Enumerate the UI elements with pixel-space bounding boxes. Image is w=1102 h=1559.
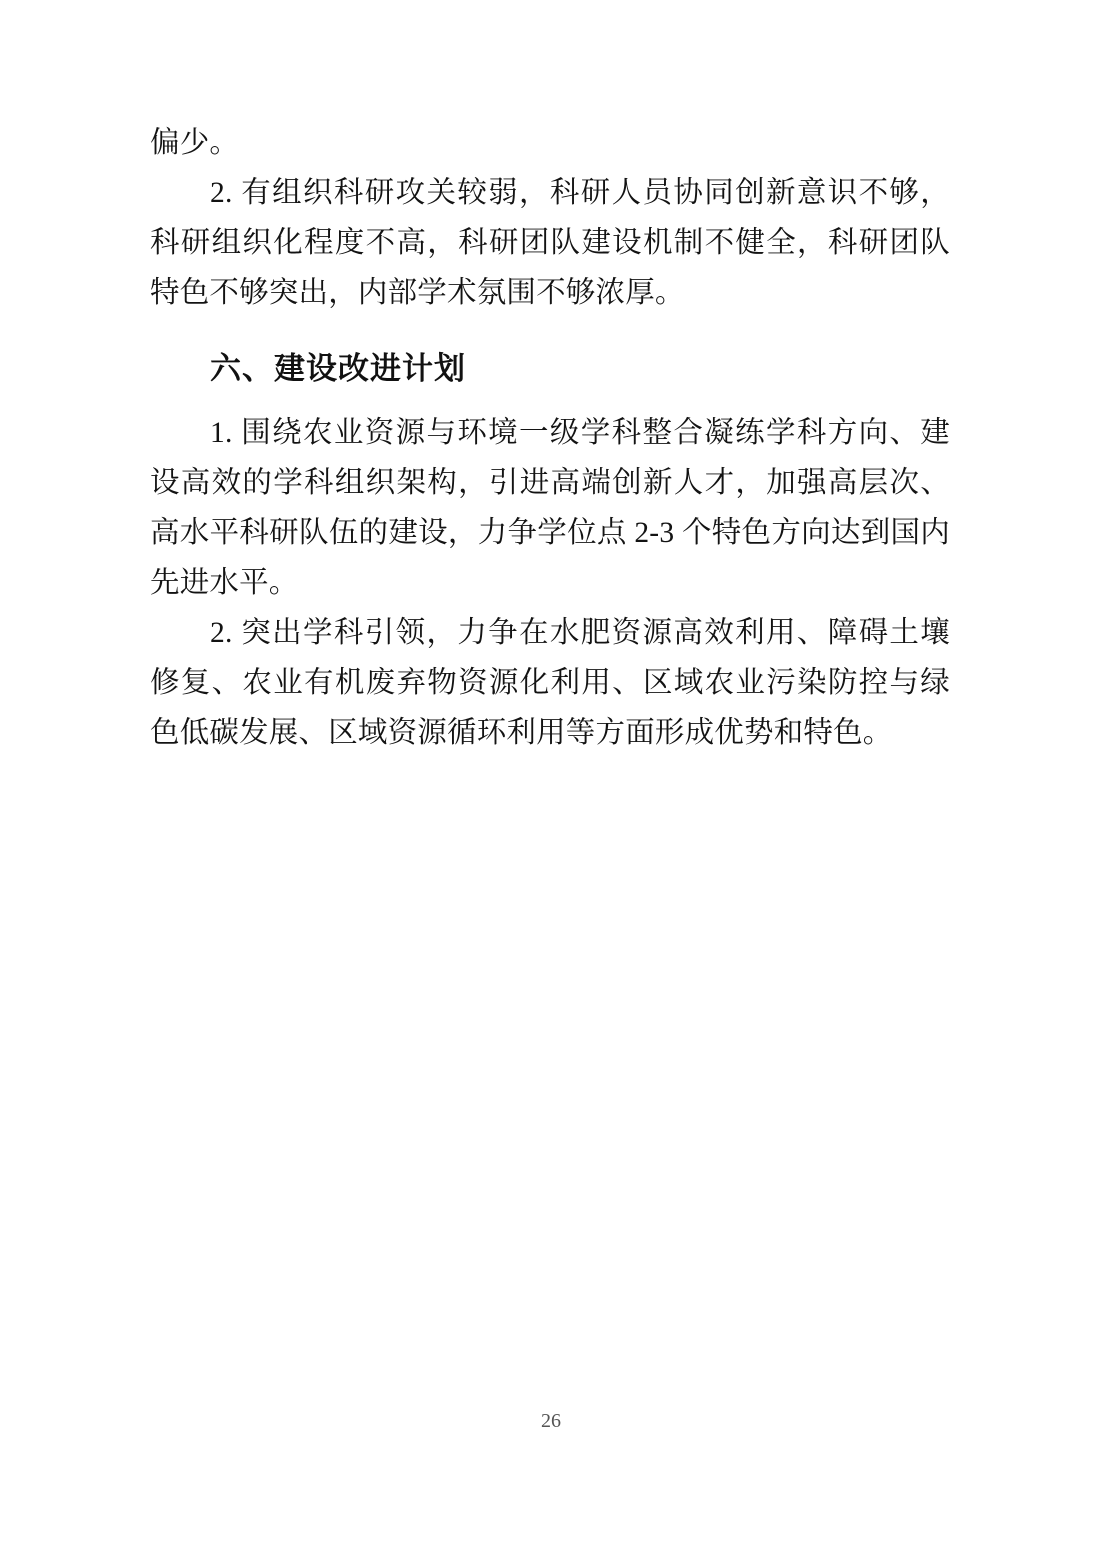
page-number: 26 bbox=[541, 1410, 561, 1432]
paragraph-plan-item-2: 2. 突出学科引领，力争在水肥资源高效利用、障碍土壤修复、农业有机废弃物资源化利用、区域农业污染防控与绿色低碳发展、区域资源循环利用等方面形成优势和特色。 bbox=[150, 617, 950, 749]
paragraph-item-2-research: 2. 有组织科研攻关较弱，科研人员协同创新意识不够，科研组织化程度不高，科研团队建设机制不健全，科研团队特色不够突出，内部学术氛围不够浓厚。 bbox=[150, 177, 950, 309]
paragraph-plan-item-1: 1. 围绕农业资源与环境一级学科整合凝练学科方向、建设高效的学科组织架构，引进高端创新人才，加强高层次、高水平科研队伍的建设，力争学位点 2-3 个特色方向达到国内先进水平。 bbox=[150, 417, 950, 599]
section-heading-six: 六、建设改进计划 bbox=[210, 351, 466, 387]
paragraph-continuation: 偏少。 bbox=[150, 127, 240, 159]
document-body bbox=[150, 118, 950, 758]
